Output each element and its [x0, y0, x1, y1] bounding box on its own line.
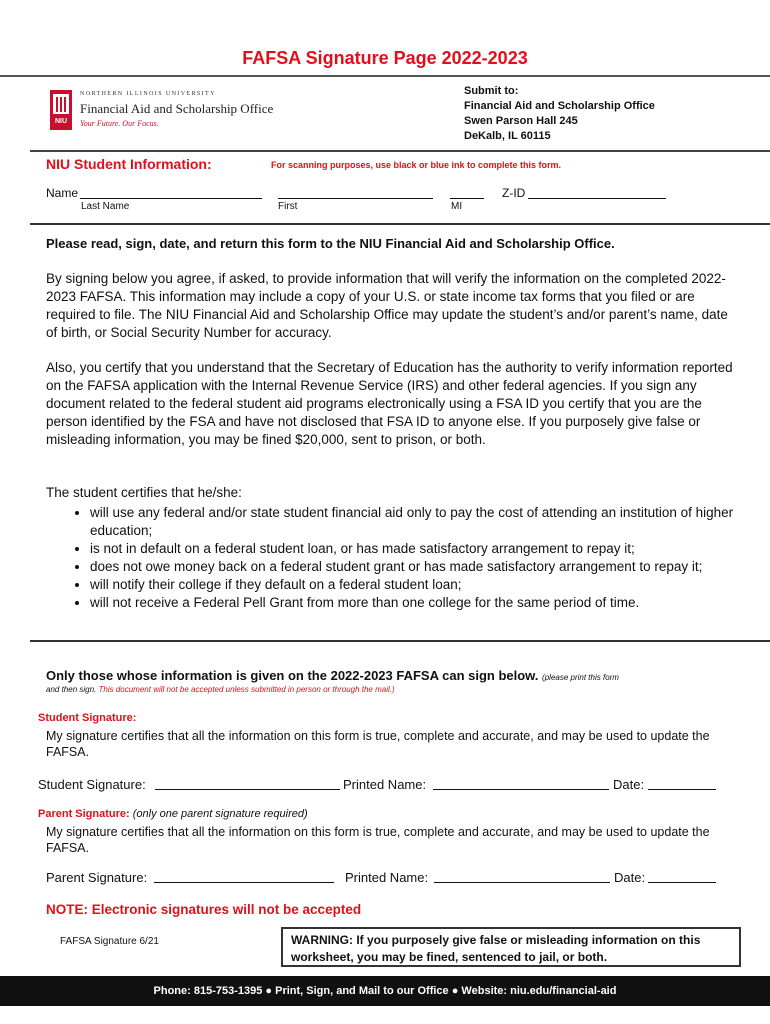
agreement-paragraph: By signing below you agree, if asked, to provide information that will verify the information on the completed 2022-2023 FAFSA. This information may include a copy of your U.S. or state income tax forms that you filed or are required to file. The NIU Financial Aid and Scholarship Office may update the student’s and/or parent’s name, date of birth, or Social Security Number for accuracy.: [46, 271, 728, 340]
page-title: FAFSA Signature Page 2022-2023: [242, 48, 528, 68]
name-label: Name: [46, 186, 79, 200]
last-name-caption: Last Name: [81, 201, 130, 212]
parent-printed-name-field[interactable]: [434, 870, 610, 883]
signers-heading: Only those whose information is given on the 2022-2023 FAFSA can sign below. (please print this form: [46, 668, 619, 683]
divider: [30, 150, 770, 152]
parent-date-label: Date:: [614, 870, 646, 885]
scan-note: For scanning purposes, use black or blue ink to complete this form.: [271, 160, 562, 170]
certification-list: [46, 504, 770, 612]
mi-field[interactable]: [450, 186, 484, 199]
divider: [30, 223, 770, 225]
logo-office-name: Financial Aid and Scholarship Office: [80, 101, 274, 116]
footer-bar: Phone: 815-753-1395 ● Print, Sign, and Mail to our Office ● Website: niu.edu/financial-aid: [0, 976, 770, 1006]
first-name-caption: First: [278, 201, 298, 212]
list-item: • is not in default on a federal student loan, or has made satisfactory arrangement to repay it;: [90, 540, 770, 558]
seal-text: NIU: [54, 118, 68, 125]
parent-printed-name-label: Printed Name:: [345, 870, 429, 885]
student-date-field[interactable]: [648, 777, 716, 790]
list-item: • will not receive a Federal Pell Grant from more than one college for the same period of time.: [90, 594, 770, 612]
submit-to-line1: Financial Aid and Scholarship Office: [464, 100, 655, 112]
certifies-intro: The student certifies that he/she:: [46, 485, 242, 500]
form-version: FAFSA Signature 6/21: [60, 936, 159, 947]
logo-university: NORTHERN ILLINOIS UNIVERSITY: [80, 91, 216, 97]
submit-to-line3: DeKalb, IL 60115: [464, 130, 551, 142]
parent-certify-text: My signature certifies that all the information on this form is true, complete and accurate, and may be used to update the FAFSA.: [46, 825, 710, 855]
student-printed-name-label: Printed Name:: [343, 777, 427, 792]
instruction: Please read, sign, date, and return this form to the NIU Financial Aid and Scholarship Office.: [46, 236, 615, 251]
student-signature-field[interactable]: [155, 777, 340, 790]
submit-to-label: Submit to:: [464, 85, 519, 97]
first-name-field[interactable]: [278, 186, 433, 199]
certification-paragraph: Also, you certify that you understand that the Secretary of Education has the authority to verify information reported on the FAFSA application with the Internal Revenue Service (IRS) and other federal agencies. If you sign any document related to the federal student aid programs electronically using a FSA ID you certify that you are the person identified by the FSA and have not disclosed that FSA ID to anyone else. If you purposely give false or misleading information, you may be fined $20,000, sent to prison, or both.: [46, 360, 733, 447]
parent-signature-label: Parent Signature:: [46, 870, 148, 885]
submit-to-line2: Swen Parson Hall 245: [464, 115, 578, 127]
student-printed-name-field[interactable]: [433, 777, 609, 790]
student-date-label: Date:: [613, 777, 645, 792]
logo-tagline: Your Future. Our Focus.: [80, 119, 159, 128]
last-name-field[interactable]: [80, 186, 262, 199]
parent-date-field[interactable]: [648, 870, 716, 883]
student-signature-label: Student Signature:: [38, 777, 146, 792]
parent-signature-heading-row: Parent Signature: (only one parent signature required): [38, 808, 308, 820]
warning-text: WARNING: If you purposely give false or misleading information on this worksheet, you may be fined, sentenced to jail, or both.: [291, 933, 701, 964]
signers-note: and then sign. This document will not be accepted unless submitted in person or through the mail.): [46, 685, 395, 694]
parent-signature-field[interactable]: [154, 870, 334, 883]
list-item: • will notify their college if they default on a federal student loan;: [90, 576, 770, 594]
student-info-heading: NIU Student Information:: [46, 156, 212, 172]
zid-field[interactable]: [528, 186, 666, 199]
divider: [0, 75, 770, 77]
student-signature-heading: Student Signature:: [38, 712, 137, 724]
mi-caption: MI: [451, 201, 463, 212]
electronic-signature-note: NOTE: Electronic signatures will not be accepted: [46, 902, 362, 917]
zid-label: Z-ID: [502, 186, 526, 200]
submit-to-block: [464, 84, 655, 144]
divider: [30, 640, 770, 642]
list-item: • will use any federal and/or state student financial aid only to pay the cost of attending an institution of higher education;: [90, 504, 770, 540]
student-certify-text: My signature certifies that all the information on this form is true, complete and accurate, and may be used to update the FAFSA.: [46, 729, 710, 759]
list-item: • does not owe money back on a federal student grant or has made satisfactory arrangement to repay it;: [90, 558, 770, 576]
